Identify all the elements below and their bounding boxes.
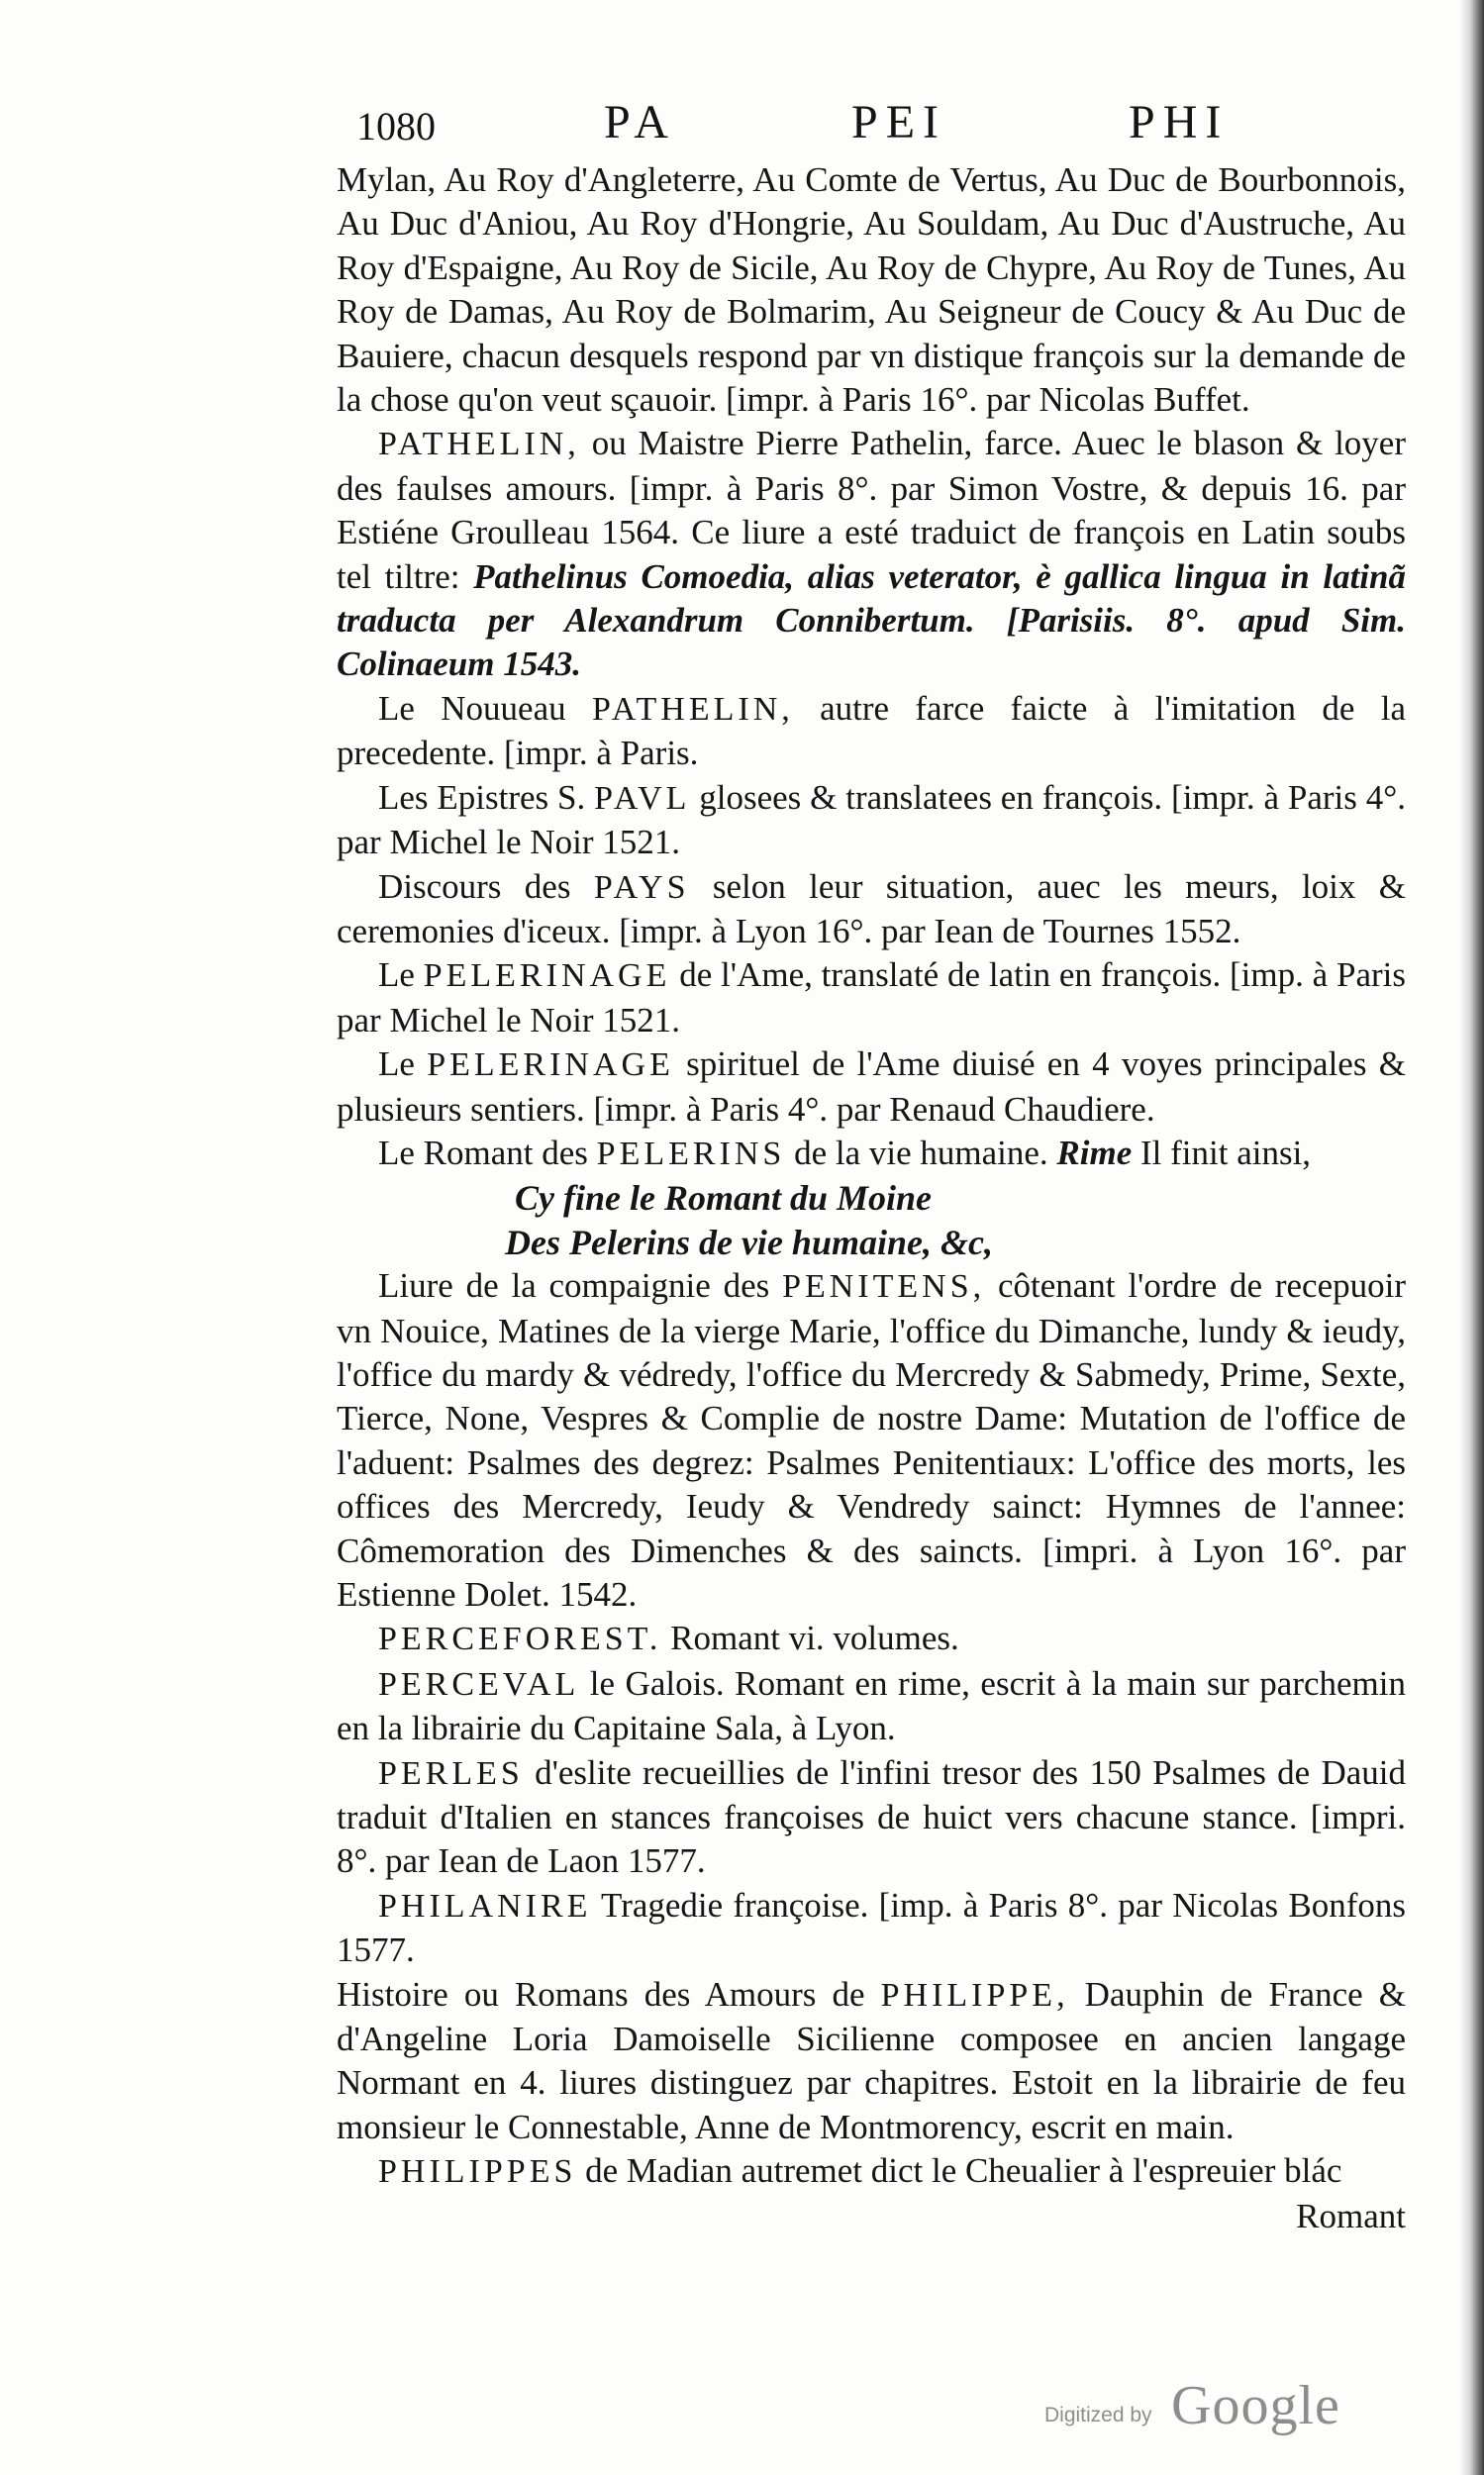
entry-keyword: PELERINAGE [423,957,671,995]
entry-keyword: PATHELIN, [591,690,794,728]
entry-pathelin: PATHELIN, ou Maistre Pierre Pathelin, farce. Auec le blason & loyer des faulses amours. [impr. à Paris 8°. par Simon Vostre, & depuis 16. par Estiéne Groulleau 1564. Ce liure a esté traduict de françois en Latin soubs tel tiltre: Pathelinus Comoedia, alias veterator, è gallica lingua in latinã traducta per Alexandrum Connibertum. [Parisiis. 8°. apud Sim. Colinaeum 1543. [337,424,1406,684]
entry-keyword: PHILANIRE [378,1887,592,1925]
google-logo: Google [1171,2375,1340,2436]
entry-pays: Discours des PAYS selon leur situation, auec les meurs, loix & ceremonies d'iceux. [impr. à Lyon 16°. par Iean de Tournes 1552. [337,866,1406,950]
entry-paul: Les Epistres S. PAVL glosees & translatees en françois. [impr. à Paris 4°. par Michel le Noir 1521. [337,777,1406,862]
colophon-line-1: Cy fine le Romant du Moine [515,1178,933,1219]
latin-title: Pathelinus Comoedia, alias veterator, è gallica lingua in latinã traducta per Alexandrum Connibertum. [Parisiis. 8°. apud Sim. Colinaeum 1543. [337,556,1406,684]
entry-philanire: PHILANIRE Tragedie françoise. [imp. à Paris 8°. par Nicolas Bonfons 1577. [337,1885,1406,1970]
entry-pelerinage-ame: Le PELERINAGE de l'Ame, translaté de latin en françois. [imp. à Paris par Michel le Noir 1521. [337,955,1406,1040]
rime-label: Rime [1056,1133,1133,1172]
entry-keyword: PAVL [594,779,691,817]
entry-pelerinage-spirituel: Le PELERINAGE spirituel de l'Ame diuisé en 4 voyes principales & plusieurs sentiers. [impr. à Paris 4°. par Renaud Chaudiere. [337,1044,1406,1129]
entry-keyword: PELERINAGE [427,1046,674,1084]
entry-keyword: PELERINS [596,1135,786,1172]
binding-shadow [1458,0,1484,2475]
running-header [356,95,1406,154]
entry-perles: PERLES d'eslite recueillies de l'infini tresor des 150 Psalmes de Dauid traduit d'Italien en stances françoises de huict vers chacune stance. [impri. 8°. par Iean de Laon 1577. [337,1752,1406,1881]
entry-keyword: PERCEVAL [378,1665,580,1703]
catchword: Romant [1296,2196,1406,2235]
entry-nouveau-pathelin: Le Nouueau PATHELIN, autre farce faicte à l'imitation de la precedente. [impr. à Paris. [337,688,1406,773]
header-catchword-mid: PEI [851,96,946,148]
page-number: 1080 [356,104,436,148]
entry-philippes: PHILIPPES de Madian autremet dict le Cheualier à l'espreuier blác [378,2151,1342,2191]
page-body [337,158,1406,2238]
entry-keyword: PERLES [378,1754,524,1792]
entry-perceforest: PERCEFOREST. Romant vi. volumes. [378,1619,959,1658]
entry-keyword: PENITENS, [782,1268,986,1306]
entry-perceval: PERCEVAL le Galois. Romant en rime, escrit à la main sur parchemin en la librairie du Capitaine Sala, à Lyon. [337,1663,1406,1748]
entry-keyword: PAYS [593,868,690,906]
digitized-watermark [1044,2374,1381,2443]
watermark-prefix: Digitized by [1044,2404,1152,2426]
entry-keyword: PERCEFOREST. [378,1621,662,1658]
entry-philippe: Histoire ou Romans des Amours de PHILIPPE, Dauphin de France & d'Angeline Loria Damoiselle Sicilienne composee en ancien langage Normant en 4. liures distinguez par chapitres. Estoit en la librairie de feu monsieur le Connestable, Anne de Montmorency, escrit en main. [337,1974,1406,2146]
entry-keyword: PATHELIN, [378,426,580,463]
colophon-line-2: Des Pelerins de vie humaine, &c, [505,1222,993,1262]
entry-pelerins: Le Romant des PELERINS de la vie humaine. Rime Il finit ainsi, [378,1133,1312,1172]
header-catchword-left: PA [604,96,676,148]
entry-keyword: PHILIPPES [378,2153,577,2191]
entry-keyword: PHILIPPE, [880,1976,1069,2014]
entry-penitens: Liure de la compaignie des PENITENS, côtenant l'ordre de recepuoir vn Nouice, Matines de la vierge Marie, l'office du Dimanche, lundy & ieudy, l'office du mardy & védredy, l'office du Mercredy & Sabmedy, Prime, Sexte, Tierce, None, Vespres & Complie de nostre Dame: Mutation de l'office de l'aduent: Psalmes des degrez: Psalmes Penitentiaux: L'office des morts, les offices des Mercredy, Ieudy & Vendredy sainct: Hymnes de l'annee: Cômemoration des Dimenches & des saincts. [impri. à Lyon 16°. par Estienne Dolet. 1542. [337,1266,1406,1614]
header-catchword-right: PHI [1129,96,1230,148]
entry-continuation: Mylan, Au Roy d'Angleterre, Au Comte de Vertus, Au Duc de Bourbonnois, Au Duc d'Aniou, Au Roy d'Hongrie, Au Souldam, Au Duc d'Austruche, Au Roy d'Espaigne, Au Roy de Sicile, Au Roy de Chypre, Au Roy de Tunes, Au Roy de Damas, Au Roy de Bolmarim, Au Seigneur de Coucy & Au Duc de Bauiere, chacun desquels respond par vn distique françois sur la demande de la chose qu'on veut sçauoir. [impr. à Paris 16°. par Nicolas Buffet. [337,160,1406,420]
